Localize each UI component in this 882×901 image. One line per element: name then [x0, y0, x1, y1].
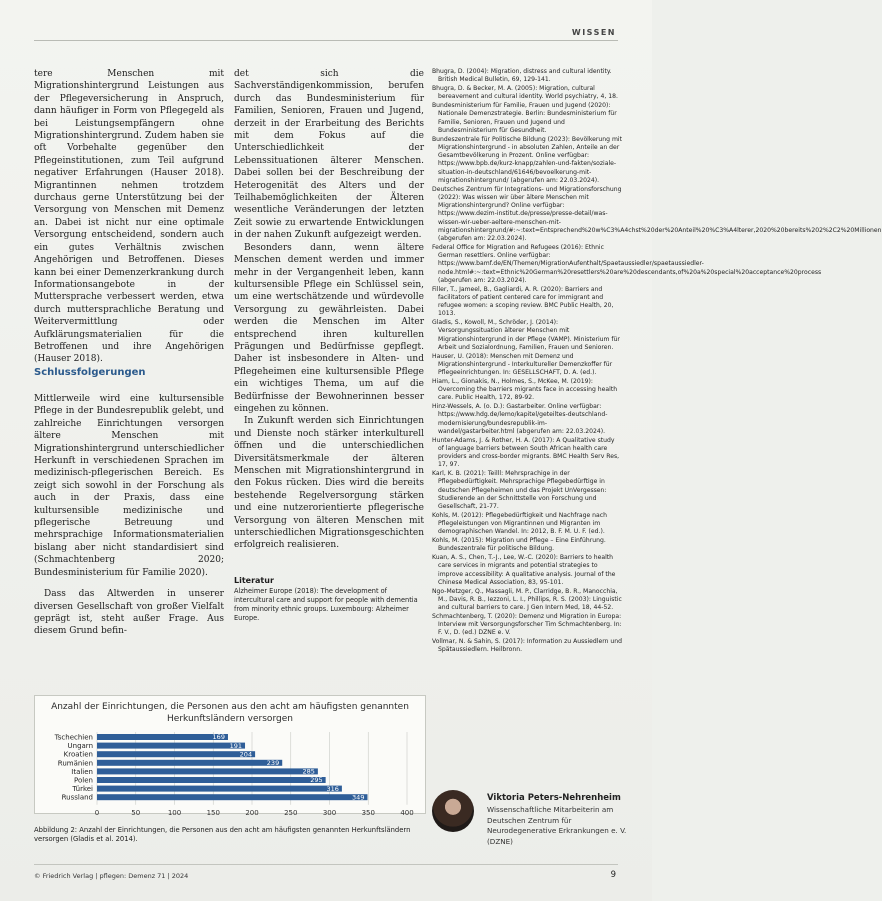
reference-entry: Kohls, M. (2012): Pflegebedürftigkeit und Nachfrage nach Pflegeleistungen von Migrantinnen und Migranten im demographischen Wandel. In: 2012, B. F. M. U. F. (ed.).	[432, 511, 607, 536]
reference-entry: Deutsches Zentrum für Integrations- und Migrationsforschung (2022): Was wissen wir über ältere Menschen mit Migrationshintergrund? Online verfügbar: https://www.dezim-institut.de/presse/presse-detail/was-wissen-wir-ueber-aeltere-menschen-mit-migrationshintergrund/#:~:text=Entsprechend%20w%C3%A4chst%20der%20Anteil%20%C3%A4lterer,2020%20bereits%202%2C2%20Millionen (abgerufen am: 22.03.2024).	[432, 185, 882, 242]
reference-entry: Kohls, M. (2015): Migration und Pflege – Eine Einführung. Bundeszentrale für politische Bildung.	[432, 537, 606, 553]
category-label: Tschechien	[54, 733, 93, 742]
literature-title: Literatur	[234, 576, 274, 585]
x-tick-label: 350	[361, 808, 375, 817]
x-tick-label: 250	[284, 808, 298, 817]
section-heading: Schlussfolgerungen	[34, 367, 146, 378]
author-role: Wissenschaftliche Mitarbeiterin am Deutschen Zentrum für Neurodegenerative Erkrankungen e. V. (DZNE)	[487, 805, 627, 846]
bar-value-label: 169	[212, 733, 225, 742]
reference-entry: Hauser, U. (2018): Menschen mit Demenz und Migrationshintergrund - Interkultureller Demenzkoffer für Pflegeeinrichtungen. In: GESELLSCHAFT, D. A. (ed.).	[432, 352, 613, 376]
figure-caption: Abbildung 2: Anzahl der Einrichtungen, die Personen aus den acht am häufigsten genannten Herkunftsländern versorgen (Gladis et al. 2014).	[34, 826, 411, 844]
category-label: Ungarn	[67, 742, 93, 751]
bar-value-label: 285	[302, 767, 315, 776]
column-1	[34, 68, 224, 366]
reference-entry: Karl, K. B. (2021): Teilll: Mehrsprachige in der Pflegebedürftigkeit. Mehrsprachige Pflegebedürftige in deutschen Pflegeheimen und das Projekt UnVergessen: Studierende an der Schnittstelle von Forschung und Gesellschaft, 21-77.	[432, 470, 607, 510]
column-2	[234, 68, 424, 552]
col2-paragraph-1: det sich die Sachverständigenkommission, berufen durch das Bundesministerium für Familien, Senioren, Frauen und Jugend, derzeit in der Erarbeitung des Berichts mit dem Fokus auf die Unterschiedlichkeit der Lebenssituationen älterer Menschen. Dabei sollen bei der Beschreibung der Heterogenität des Alters und der Teilhabemöglichkeiten der Älteren wesentliche Veränderungen der letzten Zeit sowie zu erwartende Entwicklungen in der nahen Zukunft aufgezeigt werden.	[234, 69, 424, 241]
reference-entry: Hinz-Wessels, A. (o. D.): Gastarbeiter. Online verfügbar: https://www.hdg.de/lemo/kapitel/geteiltes-deutschland-modernisierung/bundesrepublik-im-wandel/gastarbeiter.html (abgerufen am: 22.03.2024).	[432, 403, 608, 435]
bar-value-label: 204	[239, 750, 253, 759]
column-1-continued	[34, 384, 224, 647]
bar	[97, 734, 228, 740]
reference-entry: Hunter-Adams, J. & Rother, H. A. (2017): A Qualitative study of language barriers between South African health care providers and cross-border migrants. BMC Health Serv Res, 17, 97.	[432, 436, 620, 469]
reference-entry: Schmachtenberg, T. (2020): Demenz und Migration in Europa: Interview mit Versorgungsforscher Tim Schmachtenberg. In: F. V., D. (ed.) DZNE e. V.	[432, 612, 622, 637]
reference-list	[432, 68, 882, 655]
reference-entry: Ngo-Metzger, Q., Massagli, M. P., Clarridge, B. R., Manocchia, M., Davis, R. B., Iezzoni, L. I., Phillips, R. S. (2003): Linguistic and cultural barriers to care. J Gen Intern Med, 18, 44-52.	[432, 587, 622, 611]
col2-paragraph-2: Besonders dann, wenn ältere Menschen dement werden und immer mehr in der Vergangenheit leben, kann kultursensible Pflege ein Schlüssel sein, um eine wertschätzende und würdevolle Versorgung zu gewährleisten. Dabei werden die Menschen im Alter entsprechend ihren kulturellen Prägungen und Bedürfnisse gepflegt. Daher ist insbesondere in Alten- und Pflegeheimen eine kultursensible Pflege ein wichtiges Thema, um auf die Bedürfnisse der Bewohnerinnen besser eingehen zu können.	[234, 242, 424, 414]
chart-title: Anzahl der Einrichtungen, die Personen aus den acht am häufigsten genannten Herkunftsländern versorgen	[51, 702, 409, 724]
reference-entry: Bundesministerium für Familie, Frauen und Jugend (2020): Nationale Demenzstrategie. Berlin: Bundesministerium für Familie, Senioren, Frauen und Jugend und Bundesministerium für Gesundheit.	[432, 102, 617, 134]
bar-value-label: 349	[352, 793, 365, 802]
section-tag: WISSEN	[571, 28, 616, 37]
reference-entry: Kuan, A. S., Chen, T.-J., Lee, W.-C. (2020): Barriers to health care services in migrants and potential strategies to improve accessibility: A qualitative analysis. Journal of the Chinese Medical Association, 83, 95-101.	[432, 554, 616, 586]
top-rule	[34, 40, 618, 41]
x-tick-label: 400	[400, 808, 414, 817]
reference-entry: Federal Office for Migration and Refugees (2016): Ethnic German resettlers. Online verfügbar: https://www.bamf.de/EN/Themen/MigrationAufenthalt/Spaetaussiedler/spaetaussiedler-node.html#:~:text=Ethnic%20German%20resettlers%20are%20descendants,of%20a%20special%20acceptance%20process (abgerufen am: 22.03.2024).	[432, 243, 822, 284]
bar	[97, 777, 326, 783]
page-number: 9	[610, 870, 616, 880]
x-tick-label: 150	[206, 808, 220, 817]
bar	[97, 768, 318, 774]
category-label: Italien	[71, 767, 93, 776]
col1-paragraph-3: Dass das Altwerden in unserer diversen Gesellschaft von großer Vielfalt geprägt ist, steht außer Frage. Aus diesem Grund befin-	[34, 589, 224, 637]
reference-entry: Bundeszentrale für Politische Bildung (2023): Bevölkerung mit Migrationshintergrund - in absoluten Zahlen, Anteile an der Gesamtbevölkerung in Prozent. Online verfügbar: https://www.bpb.de/kurz-knapp/zahlen-und-fakten/soziale-situation-in-deutschland/61646/bevoelkerung-mit-migrationshintergrund/ (abgerufen am: 22.03.2024).	[432, 135, 622, 184]
bar	[97, 743, 245, 749]
reference-entry: Gladis, S., Kowoll, M., Schröder, J. (2014): Versorgungssituation älterer Menschen mit Migrationshintergrund in der Pflege (VAMP). Ministerium für Arbeit und Sozialordnung, Familien, Frauen und Senioren.	[432, 319, 620, 351]
bar-value-label: 191	[229, 741, 243, 750]
x-tick-label: 200	[245, 808, 259, 817]
bar-value-label: 316	[326, 784, 339, 793]
category-label: Polen	[74, 776, 93, 785]
reference-entry: Hiam, L., Gionakis, N., Holmes, S., McKee, M. (2019): Overcoming the barriers migrants face in accessing health care. Public Health, 172, 89-92.	[432, 377, 618, 402]
author-avatar	[432, 790, 474, 832]
bar	[97, 794, 367, 800]
col1-paragraph-2: Mittlerweile wird eine kultursensible Pflege in der Bundesrepublik gelebt, und zahlreiche Einrichtungen versorgen ältere Menschen mit Migrationshintergrund unterschiedlicher Herkunft in verschiedenen Sprachen im medizinisch-pflegerischen Bereich. Es zeigt sich sowohl in der Forschung als auch in der Praxis, dass eine kultursensible medizinische und pflegerische Betreuung und mehrsprachige Informationsmaterialien bislang aber nicht standardisiert sind (Schmachtenberg 2020; Bundesministerium für Familie 2020).	[34, 394, 224, 578]
x-tick-label: 50	[131, 808, 141, 817]
category-label: Rumänien	[57, 759, 93, 768]
col1-paragraph-1: tere Menschen mit Migrationshintergrund Leistungen aus der Pflegeversicherung in Anspruch, dann häufiger in Form von Pflegegeld als bei Leistungsempfängern ohne Migrationshintergrund. Zudem haben sie oft Vorbehalte gegenüber den Pflegeinstitutionen, zum Teil aufgrund negativer Erfahrungen (Hauser 2018). Migrantinnen nehmen trotzdem durchaus gerne Unterstützung bei der Versorgung von Menschen mit Demenz an. Dabei ist nicht nur eine optimale Versorgung entscheidend, sondern auch ein gutes Verhältnis zwischen Angehörigen und Betroffenen. Dieses kann bei einer Demenzerkrankung durch Informationsangebote in der Muttersprache verbessert werden, etwa durch muttersprachliche Beratung und Weitervermittlung oder Aufklärungsmaterialien für die Betroffenen und ihre Angehörigen (Hauser 2018).	[34, 69, 224, 365]
bar-chart-figure	[34, 695, 426, 817]
category-label: Kroatien	[63, 750, 93, 759]
literature-block	[234, 576, 424, 623]
reference-entry: Filler, T., Jameel, B., Gagliardi, A. R. (2020): Barriers and facilitators of patient centered care for immigrant and refugee women: a scoping review. BMC Public Health, 20, 1013.	[432, 285, 614, 318]
bar-value-label: 295	[310, 776, 323, 785]
reference-entry: Bhugra, D. & Becker, M. A. (2005): Migration, cultural bereavement and cultural identity. World psychiatry, 4, 18.	[432, 85, 618, 101]
bar-value-label: 239	[266, 759, 280, 767]
author-name: Viktoria Peters-Nehrenheim	[487, 793, 621, 803]
x-tick-label: 300	[322, 808, 337, 817]
bar	[97, 760, 282, 766]
bar	[97, 786, 342, 792]
category-label: Türkei	[72, 785, 93, 794]
x-tick-label: 0	[94, 808, 100, 817]
bottom-rule	[34, 864, 618, 865]
x-tick-label: 100	[167, 808, 182, 817]
reference-entry: Vollmar, N. & Sahin, S. (2017): Information zu Aussiedlern und Spätaussiedlern. Heilbronn.	[432, 638, 623, 654]
reference-entry: Bhugra, D. (2004): Migration, distress and cultural identity. British Medical Bulletin, 69, 129-141.	[432, 68, 612, 84]
literature-first-entry: Alzheimer Europe (2018): The development of intercultural care and support for people with dementia from minority ethnic groups. Luxembourg: Alzheimer Europe.	[234, 587, 418, 622]
bar-chart	[35, 696, 425, 817]
category-label: Russland	[61, 793, 93, 802]
bar	[97, 751, 255, 757]
col2-paragraph-3: In Zukunft werden sich Einrichtungen und Dienste noch stärker interkulturell öffnen und die unterschiedlichen Diversitätsmerkmale der älteren Menschen mit Migrationshintergrund in den Fokus rücken. Dies wird die bereits bestehende Regelversorgung stärken und eine nutzerorientierte pflegerische Versorgung von älteren Menschen mit unterschiedlichen Migrationsgeschichten erfolgreich realisieren.	[234, 416, 424, 551]
footer-publisher: © Friedrich Verlag | pflegen: Demenz 71 | 2024	[34, 872, 189, 880]
